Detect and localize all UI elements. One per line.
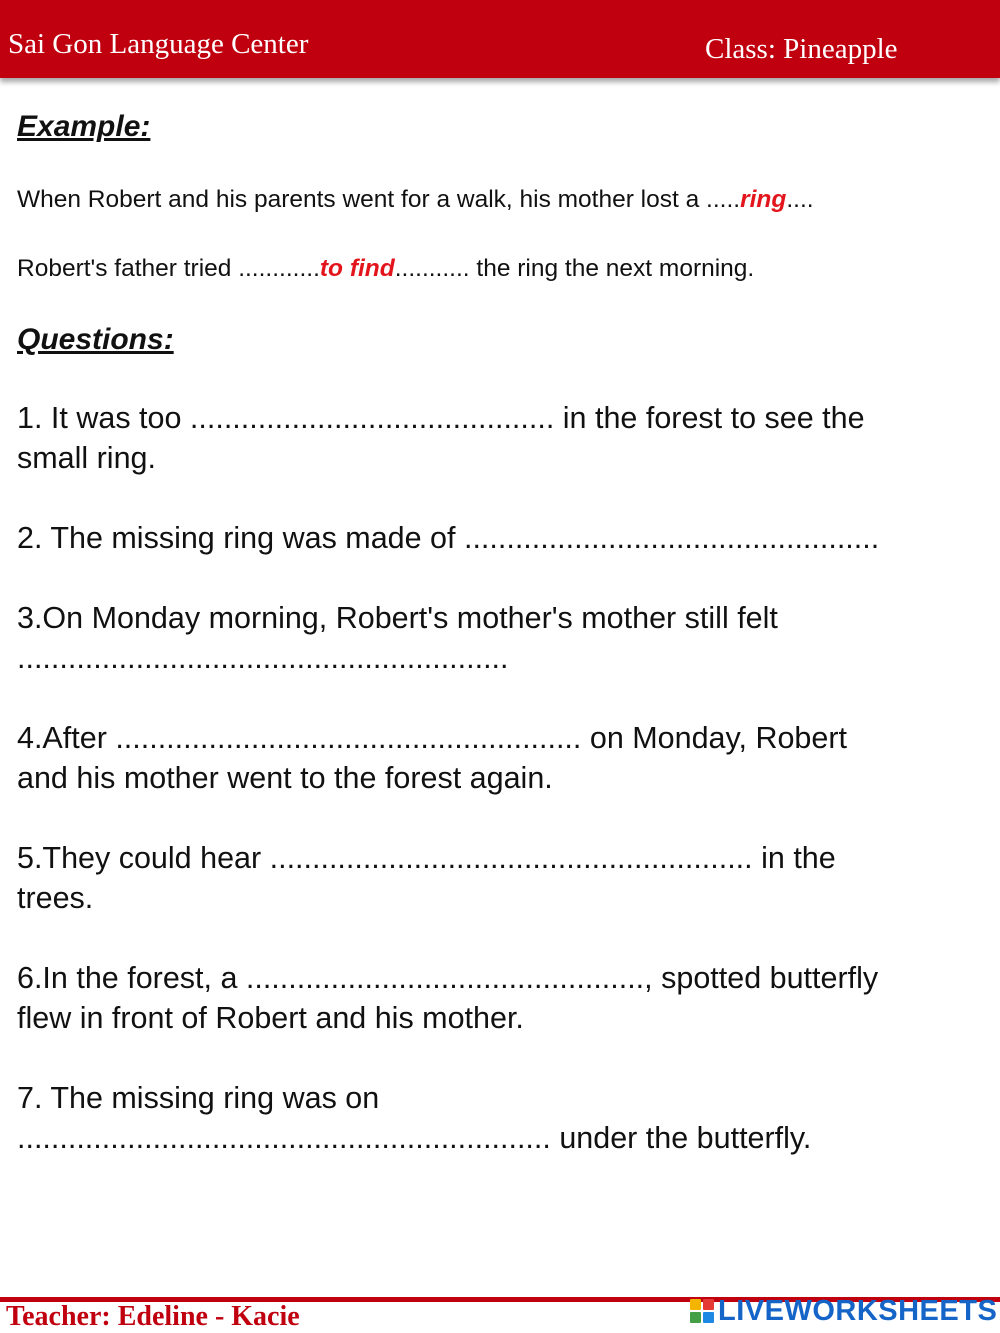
question-line: 7. The missing ring was on — [17, 1081, 380, 1115]
question-2 — [17, 518, 977, 558]
example-2-answer: to find — [319, 255, 395, 282]
example-1-before: When Robert and his parents went for a walk, his mother lost a ..... — [17, 186, 741, 213]
question-line: 5.They could hear ......................................................... in the — [17, 841, 836, 875]
example-sentence-2 — [17, 255, 754, 283]
question-1 — [17, 398, 977, 478]
question-line: 4.After ....................................................... on Monday, Robert — [17, 721, 847, 755]
question-line: flew in front of Robert and his mother. — [17, 1001, 524, 1035]
question-line: 3.On Monday morning, Robert's mother's mother still felt — [17, 601, 778, 635]
liveworksheets-logo[interactable] — [690, 1296, 997, 1326]
class-label: Class: Pineapple — [705, 33, 898, 65]
question-line: 1. It was too ........................................... in the forest to see the — [17, 401, 865, 435]
header-bar — [0, 0, 1000, 78]
example-1-answer: ring — [740, 186, 787, 213]
question-line: ............................................................... under the butterfly. — [17, 1121, 812, 1155]
question-line: 2. The missing ring was made of ................................................. — [17, 521, 880, 555]
center-name: Sai Gon Language Center — [8, 28, 309, 60]
question-line: 6.In the forest, a ..............................................., spotted butterfly — [17, 961, 879, 995]
questions-heading: Questions: — [17, 323, 174, 356]
question-line: small ring. — [17, 441, 156, 475]
question-line: and his mother went to the forest again. — [17, 761, 553, 795]
liveworksheets-wordmark: LIVEWORKSHEETS — [718, 1294, 998, 1327]
question-line: .......................................................... — [17, 641, 509, 675]
example-2-before: Robert's father tried ............ — [17, 255, 320, 282]
question-6 — [17, 958, 977, 1038]
question-3 — [17, 598, 977, 678]
example-1-after: .... — [786, 186, 814, 213]
example-heading: Example: — [17, 110, 151, 143]
example-2-after: ........... the ring the next morning. — [394, 255, 755, 282]
teacher-name: Teacher: Edeline - Kacie — [6, 1301, 300, 1332]
question-line: trees. — [17, 881, 94, 915]
liveworksheets-logo-icon — [690, 1299, 716, 1323]
question-5 — [17, 838, 977, 918]
question-4 — [17, 718, 977, 798]
question-7 — [17, 1078, 977, 1158]
example-sentence-1 — [17, 186, 814, 214]
